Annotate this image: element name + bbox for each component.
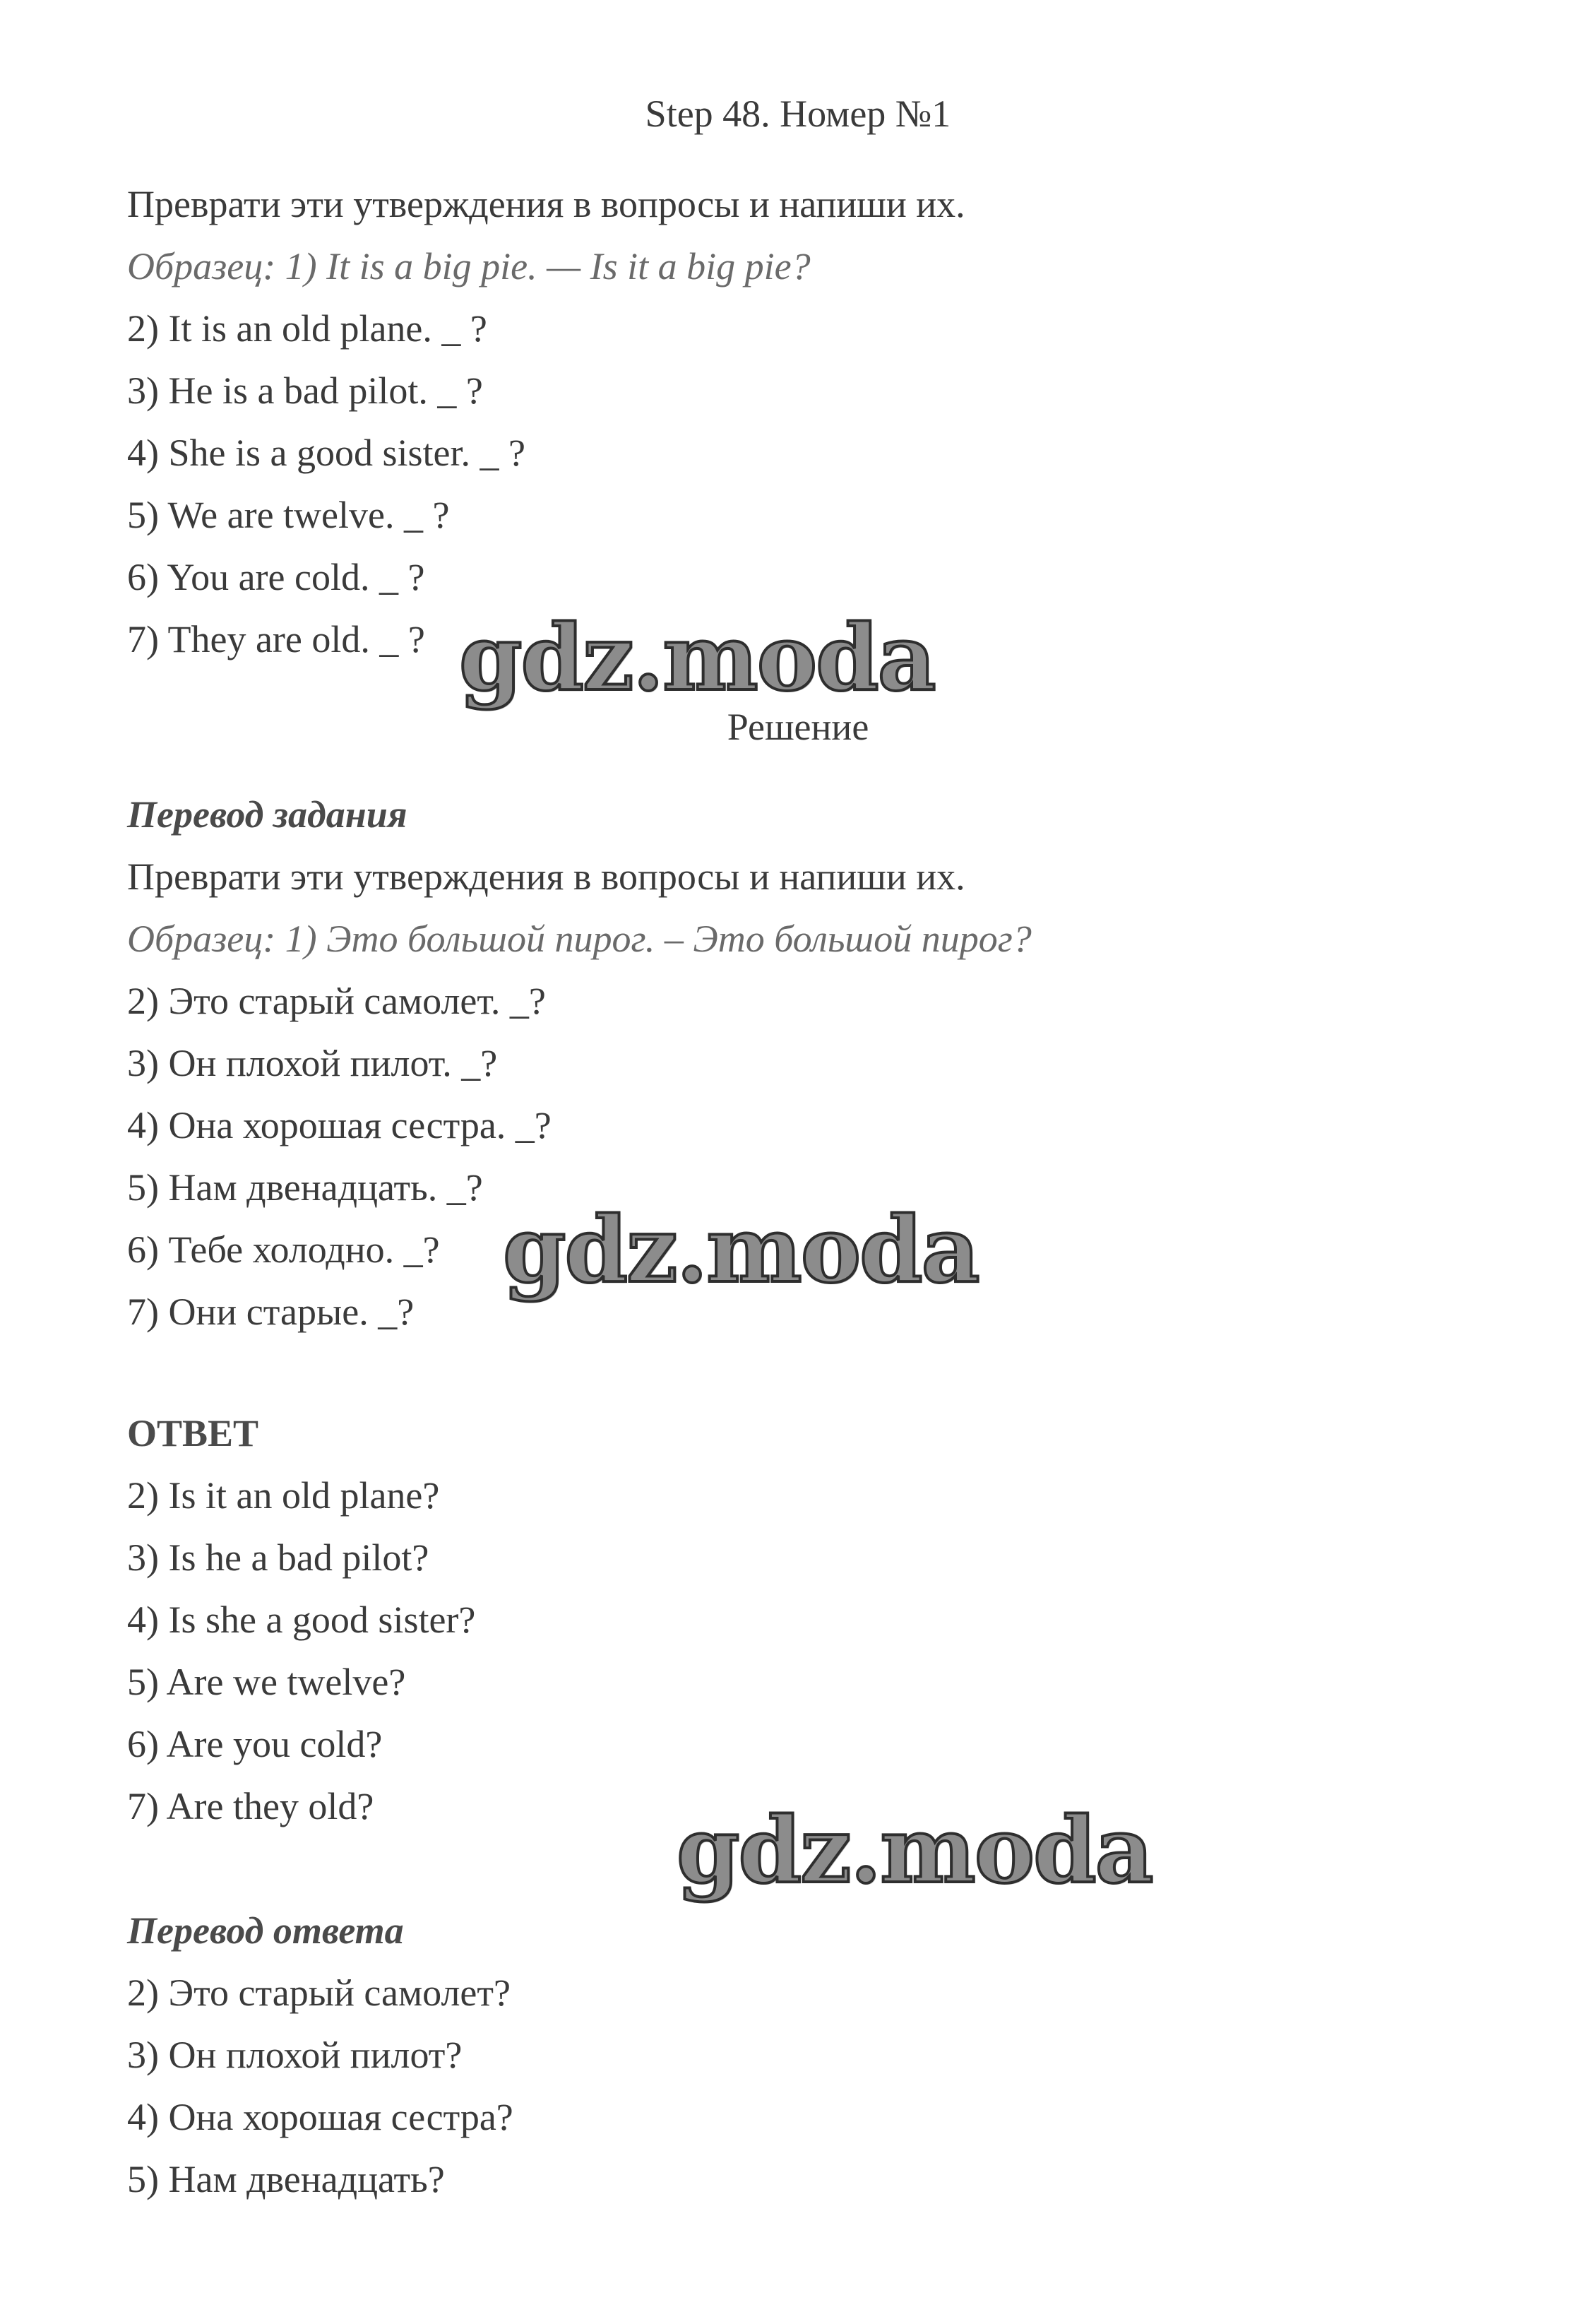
watermark-logo: gdz.moda xyxy=(503,1197,979,1303)
task-translation-item: 4) Она хорошая сестра. _? xyxy=(127,1104,552,1146)
answer-item: 7) Are they old? xyxy=(127,1785,374,1827)
answer-translation-item: 5) Нам двенадцать? xyxy=(127,2158,445,2200)
task-translation-item: 6) Тебе холодно. _? xyxy=(127,1228,440,1271)
answer-translation-item: 3) Он плохой пилот? xyxy=(127,2034,463,2076)
task-item: 6) You are cold. _ ? xyxy=(127,556,425,598)
answer-heading: ОТВЕТ xyxy=(127,1412,259,1454)
solution-heading: Решение xyxy=(727,706,869,748)
task-translation-item: 5) Нам двенадцать. _? xyxy=(127,1166,483,1209)
task-item: 4) She is a good sister. _ ? xyxy=(127,432,525,474)
task-item: 7) They are old. _ ? xyxy=(127,618,425,660)
answer-item: 6) Are you cold? xyxy=(127,1723,383,1765)
task-item: 2) It is an old plane. _ ? xyxy=(127,307,487,350)
answer-item: 2) Is it an old plane? xyxy=(127,1474,440,1517)
answer-translation-item: 4) Она хорошая сестра? xyxy=(127,2096,513,2138)
task-item: 5) We are twelve. _ ? xyxy=(127,494,450,536)
answer-item: 5) Are we twelve? xyxy=(127,1661,406,1703)
task-instruction: Преврати эти утверждения в вопросы и напиши их. xyxy=(127,183,965,225)
answer-translation-heading: Перевод ответа xyxy=(127,1909,404,1952)
watermark-logo: gdz.moda xyxy=(677,1798,1153,1904)
task-translation-item: 2) Это старый самолет. _? xyxy=(127,980,546,1022)
answer-item: 4) Is she a good sister? xyxy=(127,1599,476,1641)
answer-translation-item: 2) Это старый самолет? xyxy=(127,1972,511,2014)
task-item: 3) He is a bad pilot. _ ? xyxy=(127,369,483,412)
task-example: Образец: 1) It is a big pie. — Is it a big pie? xyxy=(127,245,811,288)
task-translation-item: 7) Они старые. _? xyxy=(127,1291,415,1333)
task-translation-instruction: Преврати эти утверждения в вопросы и напиши их. xyxy=(127,855,965,898)
watermark-logo: gdz.moda xyxy=(459,605,935,711)
task-translation-item: 3) Он плохой пилот. _? xyxy=(127,1042,498,1084)
task-translation-example: Образец: 1) Это большой пирог. – Это большой пирог? xyxy=(127,918,1032,960)
answer-item: 3) Is he a bad pilot? xyxy=(127,1536,429,1579)
task-translation-heading: Перевод задания xyxy=(127,793,407,836)
page-title: Step 48. Номер №1 xyxy=(645,93,951,135)
